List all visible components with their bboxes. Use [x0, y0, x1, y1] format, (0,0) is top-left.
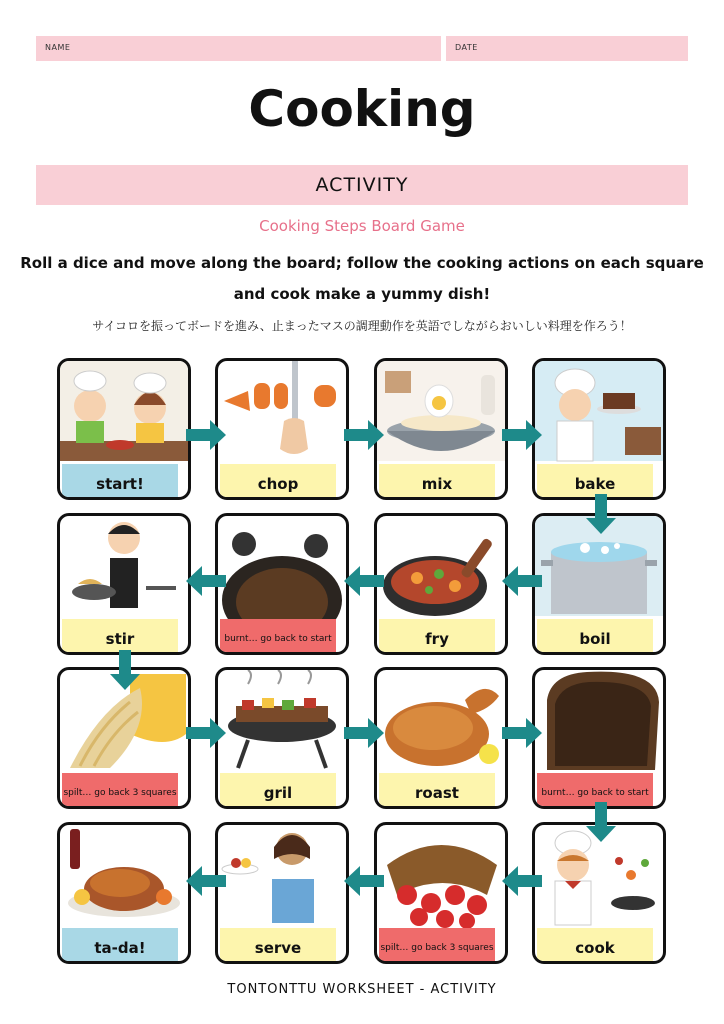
arrow-left-icon — [502, 566, 542, 596]
board-square — [215, 667, 349, 809]
square-label: bake — [537, 464, 653, 500]
square-label: spilt… go back 3 squares — [379, 928, 495, 964]
instruction-line-2: and cook make a yummy dish! — [233, 285, 491, 303]
arrow-right-icon — [344, 718, 384, 748]
board-square — [532, 513, 666, 655]
arrow-left-icon — [186, 866, 226, 896]
board-square — [215, 822, 349, 964]
name-field[interactable] — [36, 36, 441, 61]
board-square — [532, 358, 666, 500]
arrow-right-icon — [502, 420, 542, 450]
japanese-instruction: サイコロを振ってボードを進み、止まったマスの調理動作を英語でしながらおいしい料理を作ろう！ — [92, 319, 632, 333]
board-square — [215, 513, 349, 655]
square-label: burnt… go back to start — [220, 619, 336, 655]
subtitle: Cooking Steps Board Game — [259, 217, 465, 235]
board-square — [374, 667, 508, 809]
board-square — [57, 513, 191, 655]
activity-banner: ACTIVITY — [36, 165, 688, 205]
square-label: mix — [379, 464, 495, 500]
board-square — [532, 667, 666, 809]
square-label: fry — [379, 619, 495, 655]
board-square — [532, 822, 666, 964]
square-label: ta-da! — [62, 928, 178, 964]
square-label: cook — [537, 928, 653, 964]
board-square — [374, 358, 508, 500]
arrow-left-icon — [344, 566, 384, 596]
arrow-right-icon — [502, 718, 542, 748]
arrow-left-icon — [502, 866, 542, 896]
square-label: chop — [220, 464, 336, 500]
board-square — [57, 358, 191, 500]
arrow-right-icon — [186, 420, 226, 450]
board-square — [374, 822, 508, 964]
arrow-right-icon — [344, 420, 384, 450]
square-label: gril — [220, 773, 336, 809]
square-label: start! — [62, 464, 178, 500]
arrow-down-icon — [586, 802, 616, 842]
square-label: burnt… go back to start — [537, 773, 653, 809]
instruction-line-1: Roll a dice and move along the board; follow the cooking actions on each square — [20, 254, 704, 272]
square-label: boil — [537, 619, 653, 655]
date-label: DATE — [455, 43, 478, 52]
footer: TONTONTTU WORKSHEET - ACTIVITY — [227, 982, 497, 997]
square-label: stir — [62, 619, 178, 655]
arrow-left-icon — [344, 866, 384, 896]
board-square — [374, 513, 508, 655]
date-field[interactable] — [446, 36, 688, 61]
square-label: spilt… go back 3 squares — [62, 773, 178, 809]
board-square — [57, 822, 191, 964]
square-label: roast — [379, 773, 495, 809]
square-label: serve — [220, 928, 336, 964]
name-label: NAME — [45, 43, 71, 52]
arrow-right-icon — [186, 718, 226, 748]
arrow-left-icon — [186, 566, 226, 596]
board-square — [215, 358, 349, 500]
page-title: Cooking — [248, 80, 476, 138]
arrow-down-icon — [586, 494, 616, 534]
arrow-down-icon — [110, 650, 140, 690]
